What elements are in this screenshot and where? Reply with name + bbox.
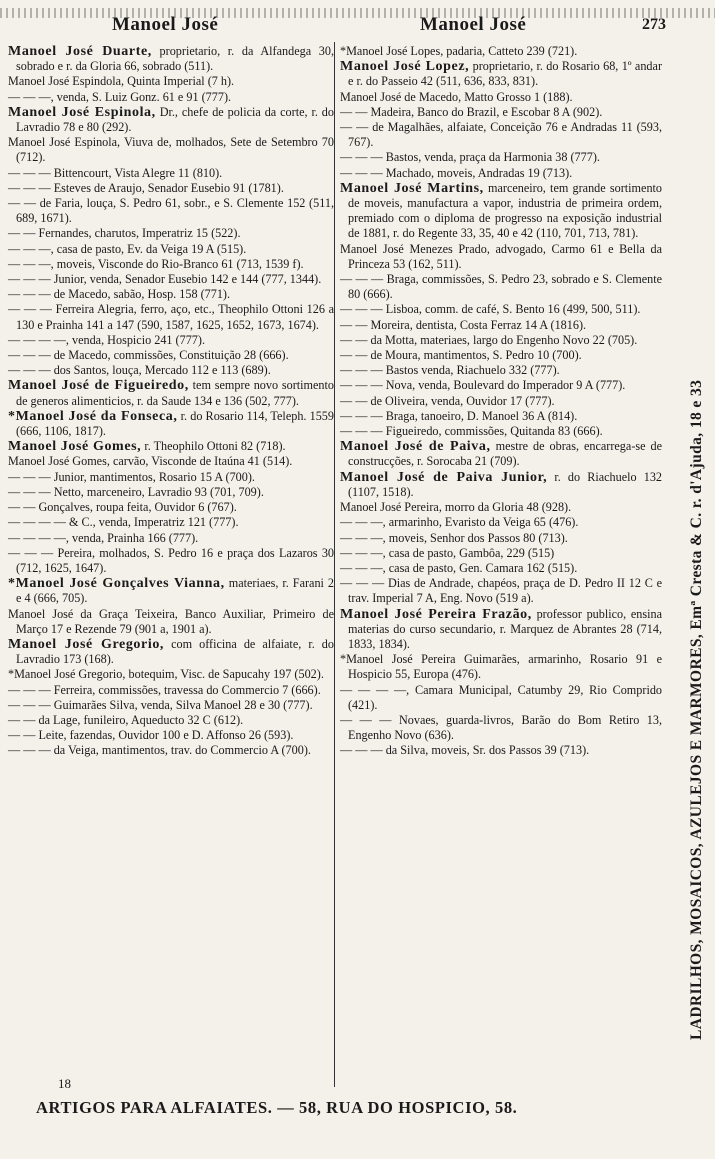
directory-entry (8, 546, 334, 576)
entry-name: — — — (340, 165, 383, 180)
entry-details: moveis, Senhor dos Passos 80 (713). (388, 530, 568, 545)
directory-entry (340, 302, 662, 317)
directory-entry (8, 105, 334, 135)
entry-name: — — (8, 226, 36, 241)
entry-name: — — (8, 712, 36, 727)
entry-details: advogado, Carmo 61 e Bella da Princeza 53 (162, 511). (348, 241, 663, 271)
directory-entry (340, 515, 662, 530)
footer-number: 18 (58, 1076, 71, 1091)
entry-details: materiaes, r. Farani 2 e 4 (666, 705). (16, 576, 334, 606)
entry-details: Ferreira Alegria, ferro, aço, etc., Theophilo Ottoni 126 a 130 e Prainha 141 a 147 (590, 1587, 1625, 1652, 1673, 1674). (16, 302, 335, 332)
entry-details: tem sempre novo sortimento de generos alimenticios, r. da Saude 134 e 136 (502, 777). (16, 378, 334, 408)
entry-details: Braga, commissões, S. Pedro 23, sobrado e S. Clemente 80 (666). (348, 272, 663, 302)
entry-details: de Faria, louça, S. Pedro 61, sobr., e S. Clemente 152 (511, 689, 1671). (16, 196, 334, 226)
directory-entry (8, 607, 334, 637)
directory-entry (340, 500, 662, 515)
entry-name: — — (8, 728, 36, 743)
entry-name: — — —, (8, 89, 54, 104)
entry-details: dos Santos, louça, Mercado 112 e 113 (689). (53, 363, 271, 378)
entry-name: — — —, (8, 256, 54, 271)
directory-entry (340, 713, 662, 743)
directory-entry (8, 272, 334, 287)
entry-name: *Manoel José Gonçalves Vianna, (8, 576, 225, 592)
directory-entry (8, 409, 334, 439)
entry-details: de Oliveira, venda, Ouvidor 17 (777). (370, 393, 555, 408)
directory-entry (340, 105, 662, 120)
entry-details: botequim, Visc. de Sapucahy 197 (502). (128, 667, 324, 682)
entry-name: — — — (340, 150, 383, 165)
entry-name: Manoel José Pereira, (340, 500, 442, 515)
entry-name: — — — (8, 165, 51, 180)
entry-name: *Manoel José Gregorio, (8, 667, 126, 682)
directory-entry (8, 302, 334, 332)
entry-name: — — — (8, 287, 51, 302)
entry-details: Madeira, Banco do Brazil, e Escobar 8 A (902). (370, 104, 603, 119)
entry-details: Bastos, venda, praça da Harmonia 38 (777). (385, 150, 600, 165)
directory-entry (8, 196, 334, 226)
entry-details: com officina de alfaiate, r. do Lavradio 173 (168). (16, 636, 334, 667)
side-advertisement (666, 60, 710, 1050)
directory-entry (340, 576, 662, 606)
directory-entry (8, 242, 334, 257)
directory-entry (8, 74, 334, 89)
entry-name: Manoel José de Figueiredo, (8, 378, 189, 394)
entry-details: Braga, tanoeiro, D. Manoel 36 A (814). (385, 408, 578, 423)
entry-name: — — — (340, 302, 383, 317)
directory-entry (8, 90, 334, 105)
directory-entry (340, 439, 662, 469)
entry-details: Dr., chefe de policia da corte, r. do Lavradio 78 e 80 (292). (16, 104, 334, 135)
entry-name: — — (340, 332, 368, 347)
entry-name: — — (8, 500, 36, 515)
directory-entry (8, 333, 334, 348)
entry-name: — — — (8, 682, 51, 697)
footer-advertisement: ARTIGOS PARA ALFAIATES. — 58, RUA DO HOSPICIO, 58. (36, 1098, 518, 1117)
directory-entry (340, 546, 662, 561)
directory-entry (340, 470, 662, 500)
entry-details: Figueiredo, commissões, Quitanda 83 (666). (385, 424, 603, 439)
directory-entry (8, 44, 334, 74)
directory-entry (8, 531, 334, 546)
entry-name: Manoel José Espinola, (8, 135, 121, 150)
entry-details: proprietario, r. do Rosario 68, 1º andar e r. do Passeio 42 (511, 636, 833, 831). (348, 59, 662, 89)
entry-name: — — — —, (8, 530, 69, 545)
page-number: 273 (642, 16, 666, 33)
directory-entry (340, 150, 662, 165)
directory-entry (340, 409, 662, 424)
entry-name: *Manoel José Pereira Guimarães, (340, 652, 520, 667)
entry-name: *Manoel José Lopes, (340, 44, 444, 58)
entry-name: — — — (340, 424, 383, 439)
entry-name: — — —, (340, 560, 386, 575)
directory-entry (8, 363, 334, 378)
print-noise-band (0, 8, 715, 18)
entry-name: — — (8, 196, 37, 211)
entry-name: Manoel José Martins, (340, 180, 484, 196)
entry-name: Manoel José de Macedo, (340, 89, 462, 104)
entry-name: — — —, (8, 241, 54, 256)
entry-details: Banco Auxiliar, Primeiro de Março 17 e Rezende 79 (901 a, 1901 a). (16, 606, 334, 636)
entry-details: & C., venda, Imperatriz 121 (777). (68, 515, 239, 530)
directory-entry (8, 135, 334, 165)
directory-entry (8, 378, 334, 408)
entry-name: — — —, (340, 515, 386, 530)
entry-name: — — — (340, 272, 384, 287)
entry-details: Matto Grosso 1 (188). (464, 89, 573, 104)
directory-entry (8, 257, 334, 272)
directory-entry (340, 378, 662, 393)
directory-entry (8, 166, 334, 181)
entry-details: Camara Municipal, Catumby 29, Rio Comprido (421). (348, 682, 663, 712)
directory-entry (340, 333, 662, 348)
entry-details: da Silva, moveis, Sr. dos Passos 39 (713). (385, 743, 590, 758)
entry-details: marceneiro, tem grande sortimento de moveis, manufactura a vapor, industria de primeira ordem, premiado com o diploma de progresso na exposição industrial de 1881, r. do Regente 33, 35, 40 e 42 (110, 701, 713, 781). (348, 180, 663, 241)
entry-name: — — — (8, 302, 52, 317)
entry-details: da Lage, funileiro, Aqueducto 32 C (612). (38, 712, 244, 727)
directory-entry (340, 424, 662, 439)
entry-name: Manoel José de Paiva, (340, 439, 491, 455)
directory-entry (8, 226, 334, 241)
side-advertisement-text: LADRILHOS, MOSAICOS, AZULEJOS E MARMORES, Emª Cresta & C. r. d'Ajuda, 18 e 33 (688, 379, 705, 1040)
entry-details: Guimarães Silva, venda, Silva Manoel 28 e 30 (777). (53, 697, 313, 712)
entry-details: venda, S. Luiz Gonz. 61 e 91 (777). (56, 89, 232, 104)
entry-details: Moreira, dentista, Costa Ferraz 14 A (1816). (370, 317, 587, 332)
directory-entry (340, 652, 662, 682)
entry-details: Lisboa, comm. de café, S. Bento 16 (499, 500, 511). (385, 302, 641, 317)
entry-name: — — — (8, 743, 51, 758)
entry-name: — — —, (340, 545, 386, 560)
directory-entry (8, 728, 334, 743)
directory-entry (340, 531, 662, 546)
entry-name: — — — (340, 743, 383, 758)
entry-name: — — — (8, 363, 51, 378)
entry-details: casa de pasto, Gen. Camara 162 (515). (388, 560, 578, 575)
entry-name: — — — (8, 180, 51, 195)
directory-entry (340, 59, 662, 89)
directory-entry (8, 515, 334, 530)
entry-details: carvão, Visconde de Itaúna 41 (514). (112, 454, 293, 469)
entry-details: Viuva de, molhados, Sete de Setembro 70 (712). (16, 135, 334, 165)
entry-name: Manoel José Duarte, (8, 44, 152, 59)
entry-name: — — — (340, 712, 392, 727)
entry-name: Manoel José da Graça Teixeira, (8, 606, 178, 621)
directory-entry (8, 698, 334, 713)
directory-entry (340, 181, 662, 242)
directory-entry (8, 576, 334, 606)
entry-details: de Moura, mantimentos, S. Pedro 10 (700). (370, 348, 582, 363)
entry-details: da Veiga, mantimentos, trav. do Commercio A (700). (53, 743, 311, 758)
directory-entry (8, 637, 334, 667)
entry-name: Manoel José Gomes, (8, 454, 110, 469)
entry-details: Fernandes, charutos, Imperatriz 15 (522). (38, 226, 241, 241)
entry-name: — — — (340, 363, 383, 378)
entry-details: professor publico, ensina materias do curso secundario, r. Marquez de Abrantes 28 (714, 1833, 1834). (348, 606, 663, 651)
entry-details: Novaes, guarda-livros, Barão do Bom Retiro 13, Engenho Novo (636). (348, 712, 663, 743)
entry-details: Nova, venda, Boulevard do Imperador 9 A (777). (385, 378, 626, 393)
directory-entry (340, 242, 662, 272)
entry-name: — — — (340, 408, 383, 423)
entry-name: — — — (8, 545, 54, 560)
entry-name: — — — —, (340, 682, 410, 697)
entry-name: Manoel José Gomes, (8, 439, 142, 455)
entry-name: — — (340, 120, 369, 135)
entry-name: — — —, (340, 530, 386, 545)
directory-entry (340, 363, 662, 378)
entry-details: Netto, marceneiro, Lavradio 93 (701, 709). (53, 484, 264, 499)
entry-details: venda, Hospicio 241 (777). (71, 332, 206, 347)
entry-name: — — — (8, 272, 51, 287)
entry-name: Manoel José Gregorio, (8, 636, 165, 652)
entry-details: armarinho, Evaristo da Veiga 65 (476). (388, 515, 579, 530)
directory-entry (340, 120, 662, 150)
directory-entry (8, 470, 334, 485)
entry-name: Manoel José Espindola, (8, 74, 125, 89)
entry-name: *Manoel José da Fonseca, (8, 408, 178, 424)
entry-details: Dias de Andrade, chapéos, praça de D. Pedro II 12 C e trav. Imperial 7 A, Eng. Novo (519 a). (348, 576, 663, 606)
entry-details: da Motta, materiaes, largo do Engenho Novo 22 (705). (370, 332, 638, 347)
entry-details: morro da Gloria 48 (928). (444, 500, 572, 515)
directory-entry (8, 348, 334, 363)
directory-entry (8, 500, 334, 515)
directory-entry (8, 667, 334, 682)
entry-name: Manoel José de Paiva Junior, (340, 469, 548, 485)
entry-details: Bittencourt, Vista Alegre 11 (810). (53, 165, 223, 180)
entry-name: — — (340, 317, 368, 332)
directory-entry (8, 683, 334, 698)
page-header (0, 8, 715, 40)
entry-name: — — — —, (8, 332, 69, 347)
entry-details: moveis, Visconde do Rio-Branco 61 (713, 1539 f). (56, 256, 304, 271)
entry-details: mestre de obras, encarrega-se de construcções, r. Sorocaba 21 (709). (348, 439, 663, 469)
entry-details: Pereira, molhados, S. Pedro 16 e praça dos Lazaros 30 (712, 1625, 1647). (16, 545, 335, 575)
entry-details: venda, Prainha 166 (777). (71, 530, 199, 545)
entry-details: Bastos venda, Riachuelo 332 (777). (385, 363, 560, 378)
entry-name: — — (340, 104, 368, 119)
entry-name: — — — (8, 469, 51, 484)
entry-details: Junior, venda, Senador Eusebio 142 e 144 (777, 1344). (53, 272, 322, 287)
entry-name: Manoel José Lopez, (340, 59, 470, 75)
directory-entry (340, 90, 662, 105)
right-column (340, 44, 662, 759)
directory-entry (8, 713, 334, 728)
entry-details: r. do Rosario 114, Teleph. 1559 (666, 1106, 1817). (16, 408, 334, 439)
directory-entry (340, 44, 662, 59)
header-right-title: Manoel José (420, 14, 527, 35)
entry-details: r. Theophilo Ottoni 82 (718). (144, 439, 286, 454)
directory-entry (8, 287, 334, 302)
directory-entry (340, 394, 662, 409)
entry-details: padaria, Catteto 239 (721). (446, 44, 578, 58)
entry-details: Leite, fazendas, Ouvidor 100 e D. Affonso 26 (593). (38, 728, 294, 743)
entry-details: Junior, mantimentos, Rosario 15 A (700). (53, 469, 255, 484)
directory-entry (8, 181, 334, 196)
entry-name: — — — (8, 484, 51, 499)
directory-entry (340, 561, 662, 576)
entry-details: casa de pasto, Gambôa, 229 (515) (388, 545, 555, 560)
entry-name: Manoel José Espinola, (8, 104, 156, 120)
entry-details: proprietario, r. da Alfandega 30, sobrado e r. da Gloria 66, sobrado (511). (16, 44, 335, 74)
entry-name: — — — — (8, 515, 66, 530)
entry-details: Esteves de Araujo, Senador Eusebio 91 (1781). (53, 180, 284, 195)
entry-details: casa de pasto, Ev. da Veiga 19 A (515). (56, 241, 247, 256)
directory-entry (8, 485, 334, 500)
entry-details: Machado, moveis, Andradas 19 (713). (385, 165, 573, 180)
entry-details: Ferreira, commissões, travessa do Commercio 7 (666). (53, 682, 321, 697)
entry-details: de Macedo, commissões, Constituição 28 (666). (53, 348, 289, 363)
entry-name: — — — (8, 697, 51, 712)
entry-name: — — — (340, 576, 385, 591)
entry-name: — — (340, 348, 368, 363)
entry-name: Manoel José Menezes Prado, (340, 241, 490, 256)
directory-entry (8, 454, 334, 469)
header-left-title: Manoel José (112, 14, 219, 35)
entry-name: — — — (8, 348, 51, 363)
entry-details: r. do Riachuelo 132 (1107, 1518). (348, 469, 663, 499)
directory-entry (340, 272, 662, 302)
directory-entry (340, 166, 662, 181)
entry-details: de Magalhães, alfaiate, Conceição 76 e Andradas 11 (593, 767). (348, 120, 662, 150)
entry-details: armarinho, Rosario 91 e Hospicio 55, Europa (476). (348, 652, 662, 682)
left-column (8, 44, 334, 759)
directory-entry (8, 743, 334, 758)
entry-name: — — (340, 393, 368, 408)
directory-entry (340, 743, 662, 758)
entry-details: Gonçalves, roupa feita, Ouvidor 6 (767). (38, 500, 237, 515)
entry-details: Quinta Imperial (7 h). (127, 74, 235, 89)
directory-entry (340, 348, 662, 363)
directory-entry (340, 683, 662, 713)
directory-entry (8, 439, 334, 454)
entry-name: Manoel José Pereira Frazão, (340, 606, 532, 622)
column-divider (334, 42, 335, 1087)
directory-entry (340, 318, 662, 333)
entry-name: — — — (340, 378, 383, 393)
entry-details: de Macedo, sabão, Hosp. 158 (771). (53, 287, 231, 302)
directory-entry (340, 607, 662, 653)
